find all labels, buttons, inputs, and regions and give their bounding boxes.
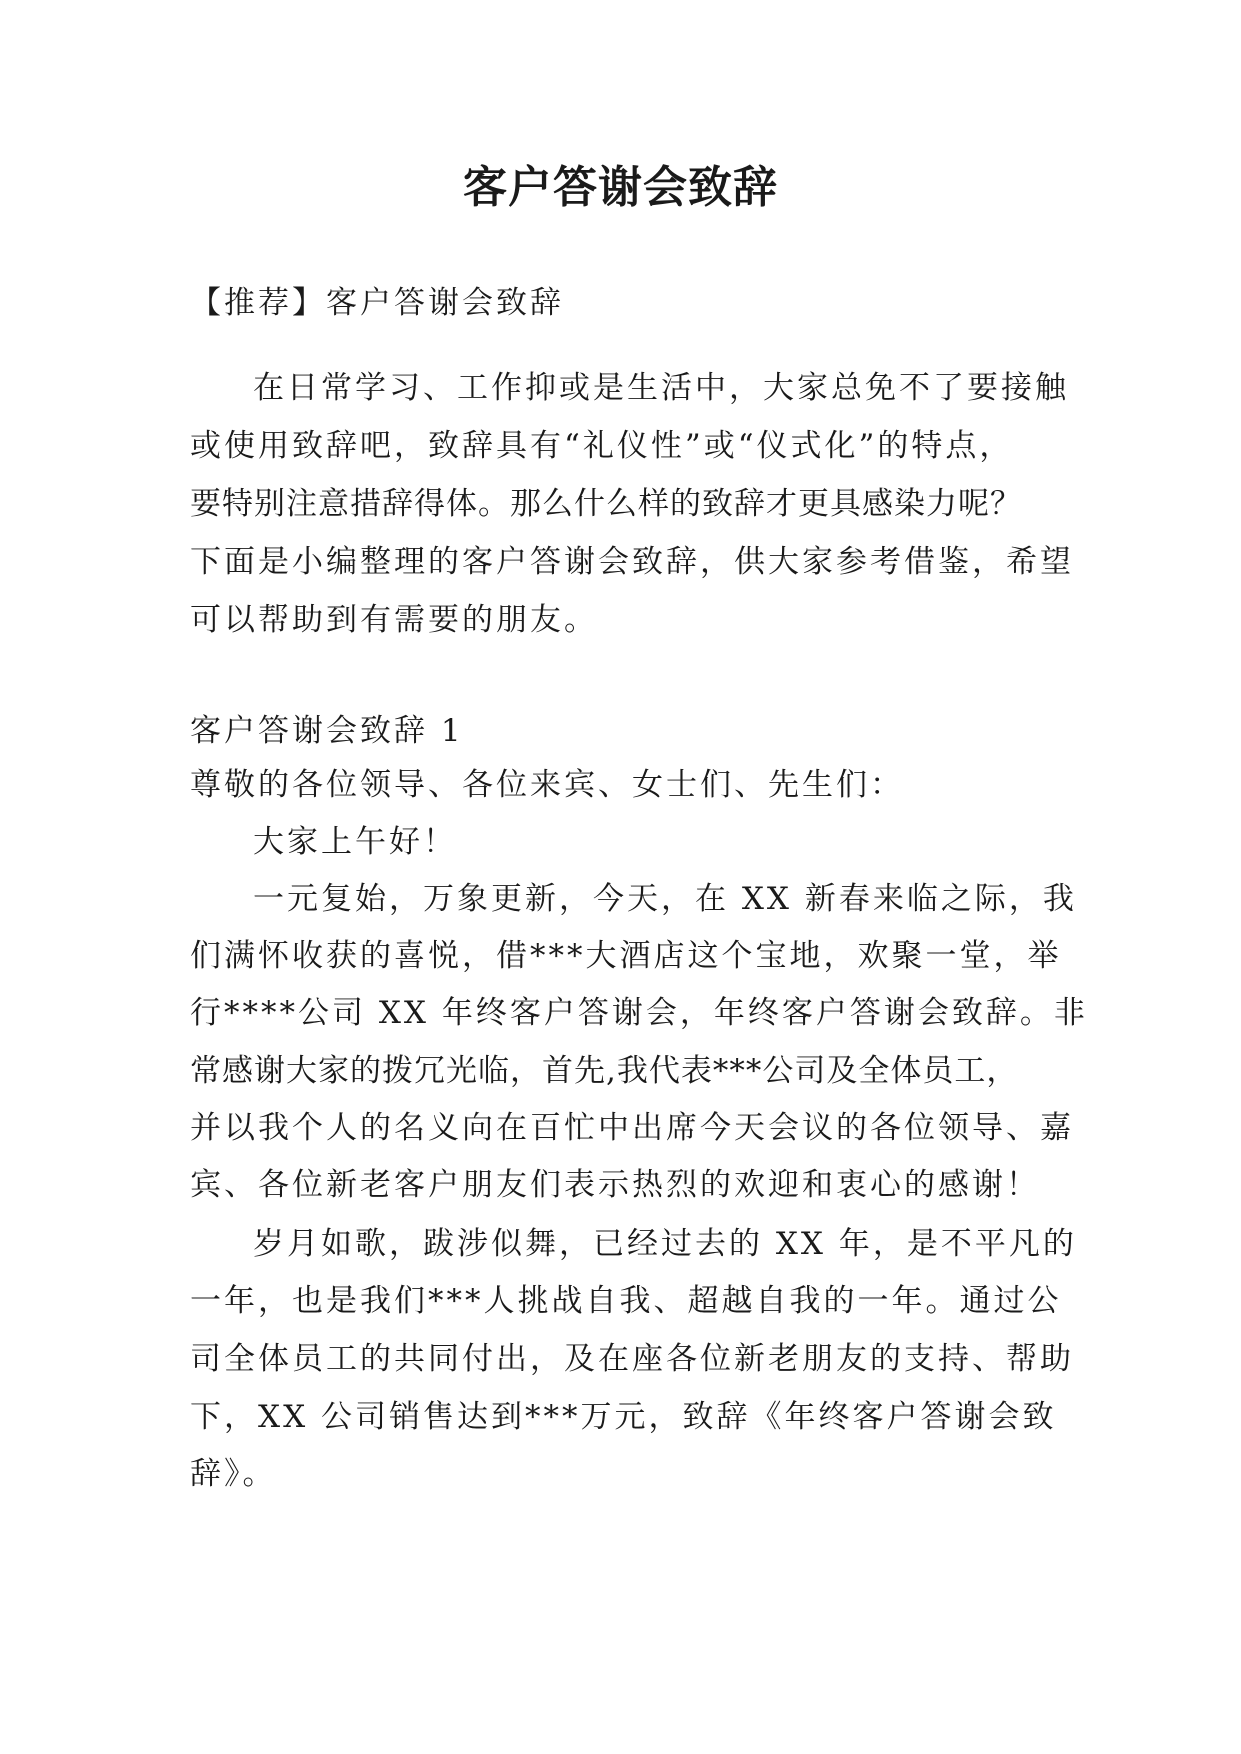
paragraph2-line-2: 一年，也是我们***人挑战自我、超越自我的一年。通过公 — [190, 1283, 1062, 1319]
paragraph1-line-3: 行****公司 XX 年终客户答谢会，年终客户答谢会致辞。非 — [190, 995, 1088, 1031]
document-title: 客户答谢会致辞 — [463, 162, 778, 213]
paragraph1-line-2: 们满怀收获的喜悦，借***大酒店这个宝地，欢聚一堂，举 — [190, 938, 1062, 974]
section-heading: 客户答谢会致辞 1 — [190, 713, 464, 749]
paragraph2-line-4: 下，XX 公司销售达到***万元，致辞《年终客户答谢会致 — [190, 1399, 1057, 1435]
salutation: 尊敬的各位领导、各位来宾、女士们、先生们： — [190, 767, 904, 803]
subtitle: 【推荐】客户答谢会致辞 — [190, 285, 564, 321]
paragraph1-line-5: 并以我个人的名义向在百忙中出席今天会议的各位领导、嘉 — [190, 1110, 1074, 1146]
paragraph1-line-6: 宾、各位新老客户朋友们表示热烈的欢迎和衷心的感谢！ — [190, 1167, 1040, 1203]
greeting: 大家上午好！ — [253, 824, 457, 860]
intro-line-3: 要特别注意措辞得体。那么什么样的致辞才更具感染力呢？ — [190, 486, 1022, 522]
paragraph2-line-5: 辞》。 — [190, 1456, 277, 1492]
intro-line-2: 或使用致辞吧，致辞具有“礼仪性”或“仪式化”的特点， — [190, 428, 1014, 464]
intro-line-1: 在日常学习、工作抑或是生活中，大家总免不了要接触 — [253, 370, 1069, 406]
paragraph1-line-4: 常感谢大家的拨冗光临，首先,我代表***公司及全体员工， — [190, 1053, 1019, 1089]
intro-line-4: 下面是小编整理的客户答谢会致辞，供大家参考借鉴，希望 — [190, 544, 1074, 580]
paragraph2-line-1: 岁月如歌，跋涉似舞，已经过去的 XX 年，是不平凡的 — [253, 1226, 1077, 1262]
intro-line-5: 可以帮助到有需要的朋友。 — [190, 602, 598, 638]
paragraph2-line-3: 司全体员工的共同付出，及在座各位新老朋友的支持、帮助 — [190, 1341, 1074, 1377]
paragraph1-line-1: 一元复始，万象更新，今天，在 XX 新春来临之际，我 — [253, 881, 1077, 917]
